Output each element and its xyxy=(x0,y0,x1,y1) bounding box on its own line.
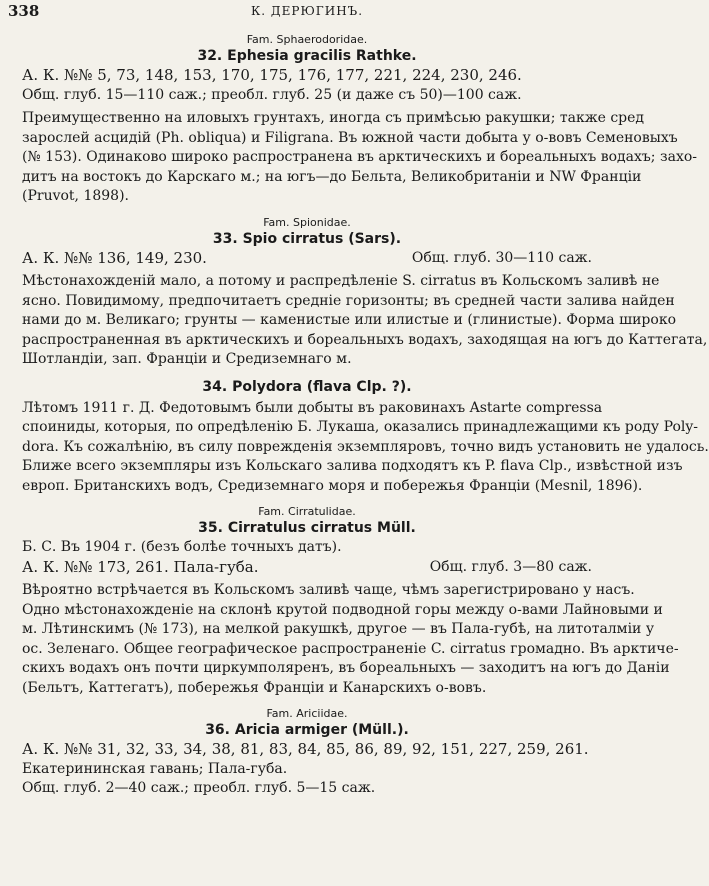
text-line: нами до м. Великаго; грунты — каменистые или илистые и (глинистые). Форма широко xyxy=(22,312,676,328)
station-depth-row xyxy=(22,558,592,578)
page-header xyxy=(8,0,592,22)
paragraph xyxy=(22,109,698,207)
text-line: Одно мѣстонахожденіе на склонѣ крутой подводной горы между о-вами Лайновыми и xyxy=(22,601,663,618)
species-heading: 33. Spio cirratus (Sars). xyxy=(212,230,402,247)
family-heading: Fam. Sphaerodoridae. xyxy=(246,33,368,46)
text-line: dora. Къ сожалѣнію, въ силу поврежденія экземпляровъ, точно видъ установить не удалось. xyxy=(22,438,709,455)
station-depth-row xyxy=(22,249,592,269)
text-line: распространенная въ арктическихъ и бореальныхъ водахъ, заходящая на югъ до Каттегата, xyxy=(22,331,708,348)
page-number: 338 xyxy=(8,2,40,20)
species-heading: 34. Polydora (flava Clp. ?). xyxy=(202,378,412,395)
species-heading: 35. Cirratulus cirratus Müll. xyxy=(198,520,416,536)
text-line: Мѣстонахожденій мало, а потому и распредѣленіе S. cirratus въ Кольскомъ заливѣ не xyxy=(22,273,660,289)
family-heading: Fam. Spionidae. xyxy=(263,215,351,229)
text-line: м. Лѣтинскимъ (№ 173), на мелкой ракушкѣ, другое — въ Пала-губѣ, на литоталміи у xyxy=(22,621,655,637)
station-list: А. К. №№ 5, 73, 148, 153, 170, 175, 176, 177, 221, 224, 230, 246. xyxy=(22,66,522,84)
family-heading: Fam. Cirratulidae. xyxy=(258,505,356,518)
text-line: ясно. Повидимому, предпочитаетъ средніе горизонты; въ средней части залива найден xyxy=(22,292,675,309)
text-line: ос. Зеленаго. Общее географическое распространеніе C. cirratus громадно. Въ арктиче- xyxy=(22,640,679,657)
text-line: споиниды, которыя, по опредѣленію Б. Лукаша, оказались принадлежащими къ роду Poly- xyxy=(22,419,699,435)
text-line: (№ 153). Одинаково широко распространена въ арктическихъ и бореальныхъ водахъ; захо- xyxy=(22,149,698,165)
text-line: Преимущественно на иловыхъ грунтахъ, иногда съ примѣсью ракушки; также сред xyxy=(22,110,645,126)
text-line: Екатерининская гавань; Пала-губа. xyxy=(22,760,288,777)
text-line: Вѣроятно встрѣчается въ Кольскомъ заливѣ чаще, чѣмъ зарегистрировано у насъ. xyxy=(22,582,635,598)
species-heading: 36. Aricia armiger (Müll.). xyxy=(205,722,409,738)
station-list: А. К. №№ 136, 149, 230. xyxy=(22,248,207,267)
paragraph xyxy=(22,399,709,497)
text-line: (Бельтъ, Каттегатъ), побережья Франціи и Канарскихъ о-вовъ. xyxy=(22,679,487,696)
text-line: зарослей асцидій (Ph. obliqua) и Filigrana. Въ южной части добыта у о-вовъ Семеновыхъ xyxy=(22,129,678,146)
text-line: дитъ на востокъ до Карскаго м.; на югъ—до Бельта, Великобританіи и NW Франціи xyxy=(22,168,642,185)
paragraph xyxy=(22,581,679,698)
text-line: Шотландіи, зап. Франціи и Средиземнаго м. xyxy=(22,351,352,367)
text-line: европ. Британскихъ водъ, Средиземнаго моря и побережья Франціи (Mesnil, 1896). xyxy=(22,477,643,494)
station-list: А. К. №№ 31, 32, 33, 34, 38, 81, 83, 84, 85, 86, 89, 92, 151, 227, 259, 261. xyxy=(22,740,589,758)
species-heading: 32. Ephesia gracilis Rathke. xyxy=(197,48,417,64)
depth-line: Общ. глуб. 15—110 саж.; преобл. глуб. 25 (и даже съ 50)—100 саж. xyxy=(22,86,522,103)
station-list: А. К. №№ 173, 261. Пала-губа. xyxy=(22,557,259,576)
family-heading: Fam. Ariciidae. xyxy=(266,707,348,720)
depth-line: Общ. глуб. 30—110 саж. xyxy=(411,249,592,266)
text-line: Общ. глуб. 2—40 саж.; преобл. глуб. 5—15 саж. xyxy=(22,780,376,796)
paragraph xyxy=(22,272,708,370)
text-line: Ближе всего экземпляры изъ Кольскаго залива подходятъ къ P. flava Clp., извѣстной изъ xyxy=(22,458,683,474)
text-line: Лѣтомъ 1911 г. Д. Федотовымъ были добыты въ раковинахъ Astarte compressa xyxy=(22,399,603,416)
text-line: (Pruvot, 1898). xyxy=(22,188,129,204)
running-title: К. ДЕРЮГИНЪ. xyxy=(250,4,364,18)
depth-line: Общ. глуб. 3—80 саж. xyxy=(429,558,592,575)
text-line: скихъ водахъ онъ почти циркумполяренъ, въ бореальныхъ — заходитъ на югъ до Даніи xyxy=(22,660,670,676)
station-list-bs: Б. С. Въ 1904 г. (безъ болѣе точныхъ датъ). xyxy=(22,539,342,555)
